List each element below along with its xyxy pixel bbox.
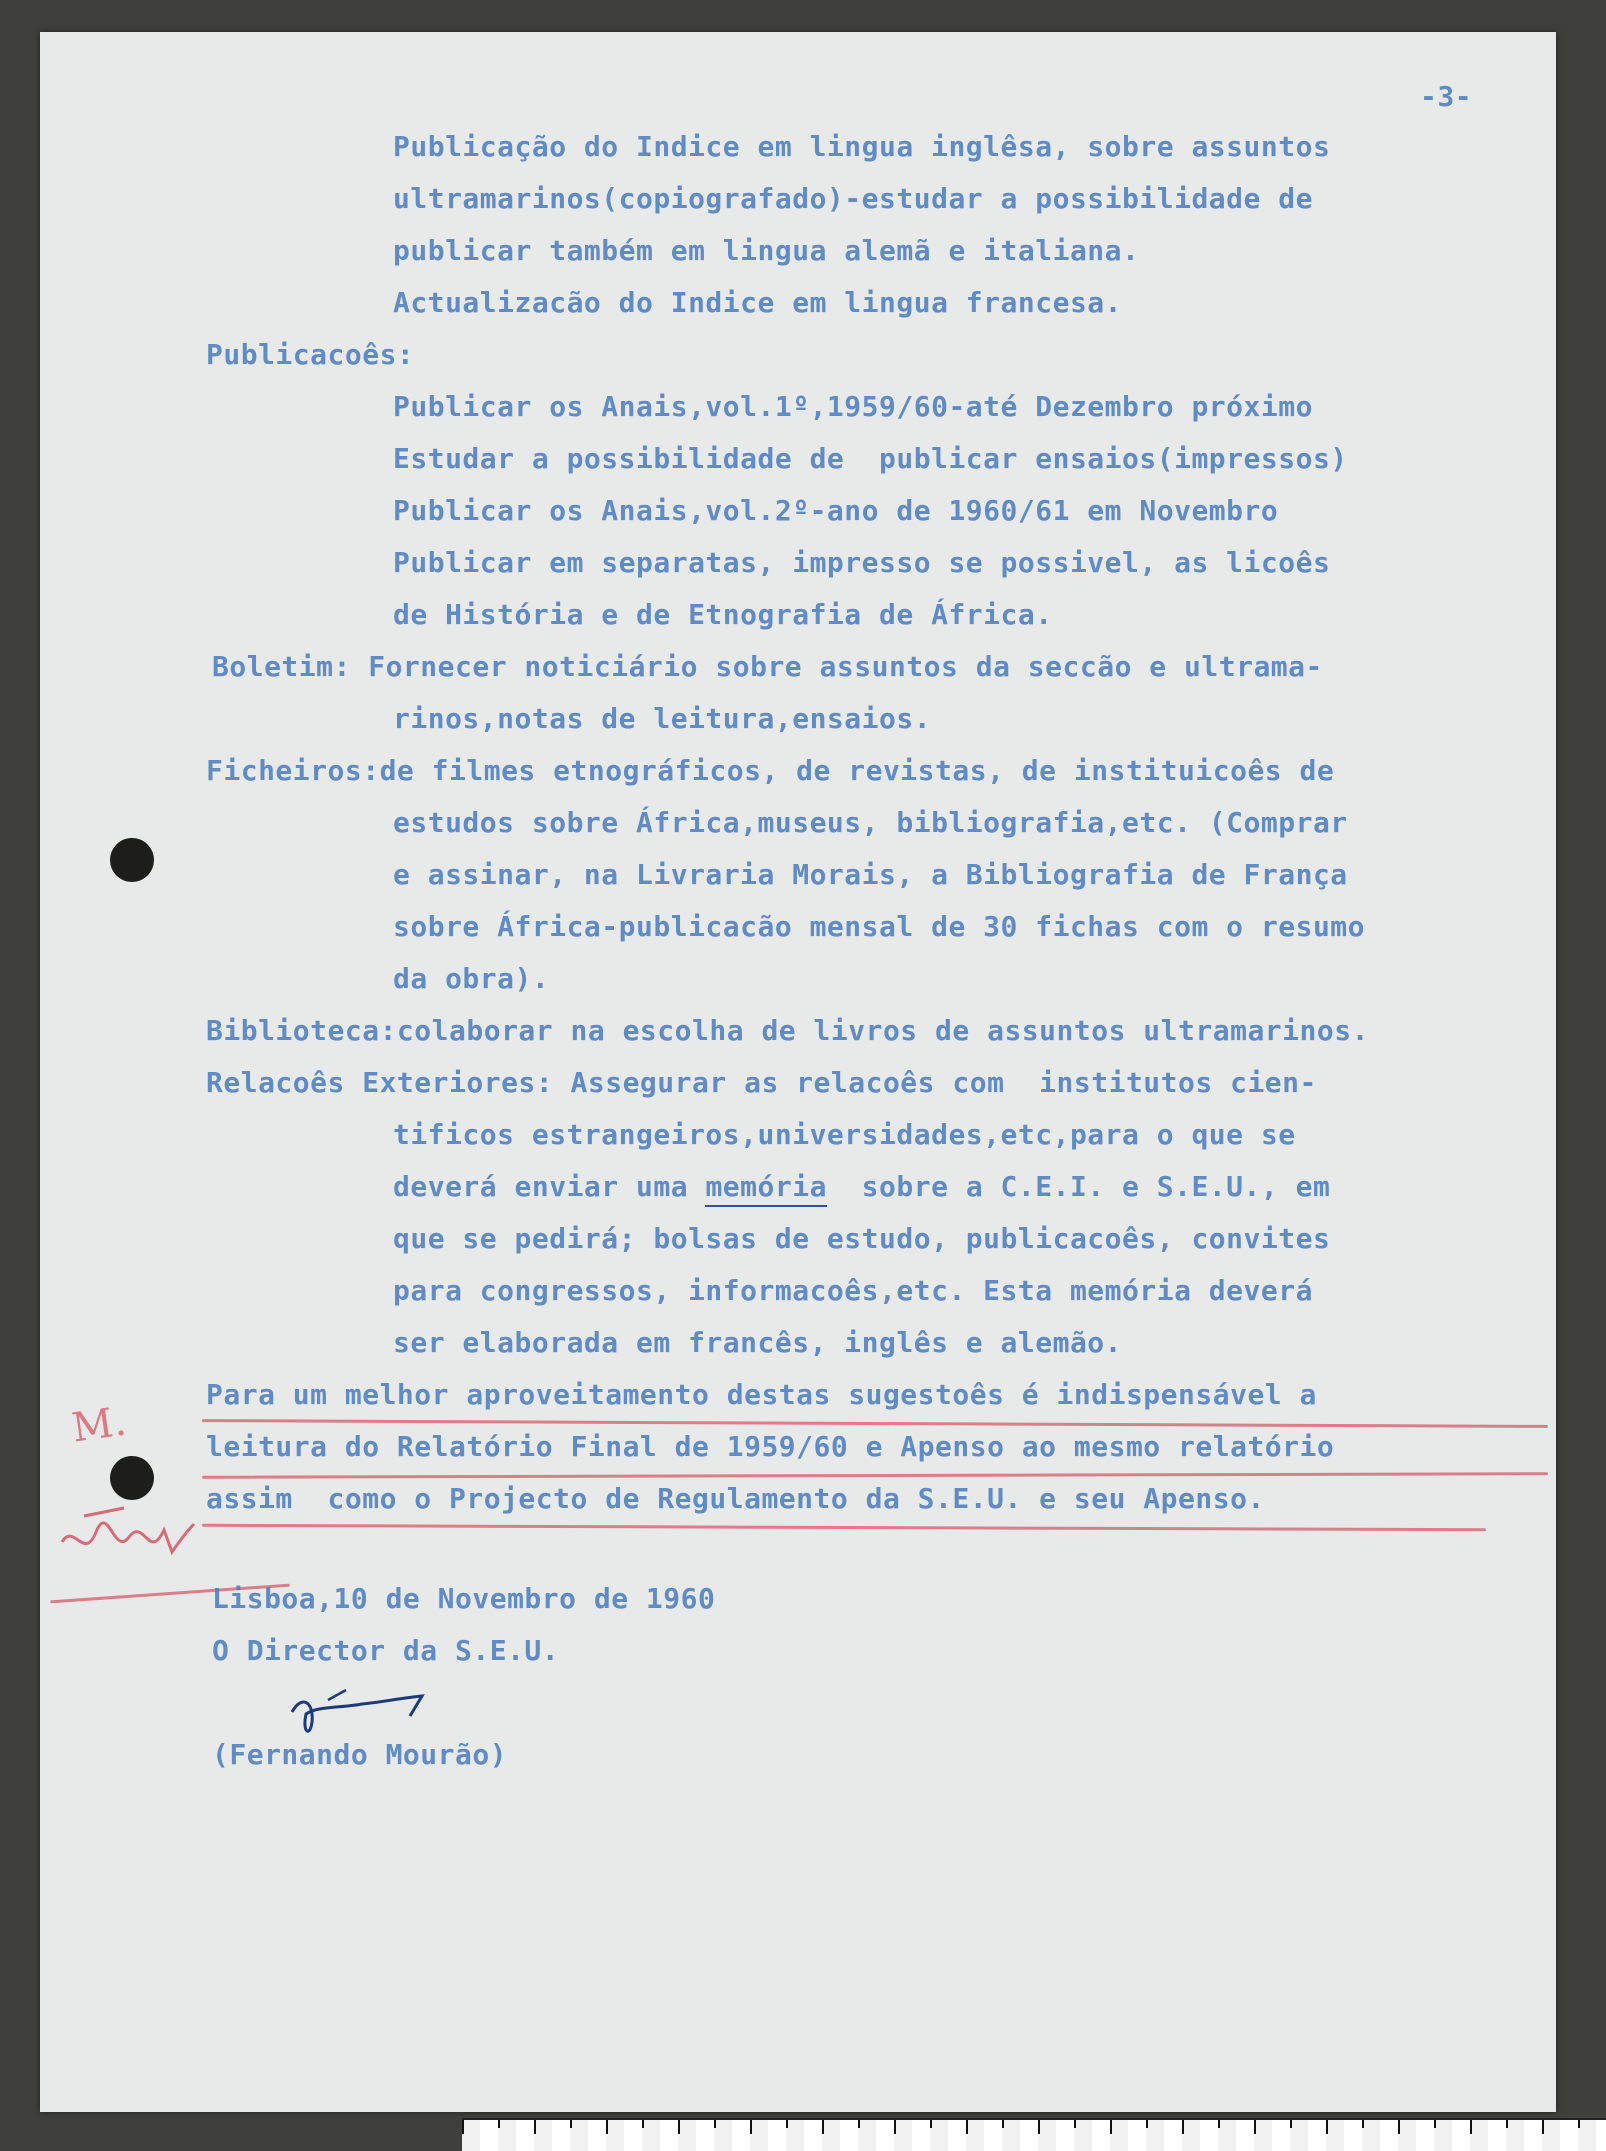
text-line: Publicar em separatas, impresso se possivel, as licoês <box>393 546 1331 579</box>
document-page <box>40 32 1556 2112</box>
text-line: sobre África-publicacão mensal de 30 fichas com o resumo <box>393 910 1366 943</box>
text-line: assim como o Projecto de Regulamento da S.E.U. e seu Apenso. <box>206 1482 1265 1515</box>
section-heading: Publicacoês: <box>206 338 415 371</box>
text-line: que se pedirá; bolsas de estudo, publicacoês, convites <box>393 1222 1331 1255</box>
handwritten-initials-icon <box>54 1502 204 1582</box>
text-line: da obra). <box>393 962 550 995</box>
text-line: Ficheiros:de filmes etnográficos, de revistas, de instituicoês de <box>206 754 1335 787</box>
text-line: Publicar os Anais,vol.2º-ano de 1960/61 em Novembro <box>393 494 1279 527</box>
handwritten-signature-icon <box>272 1672 462 1742</box>
text-line: para congressos, informacoês,etc. Esta memória deverá <box>393 1274 1313 1307</box>
text-line: Publicação do Indice em lingua inglêsa, sobre assuntos <box>393 130 1331 163</box>
text-line: ser elaborada em francês, inglês e alemão. <box>393 1326 1123 1359</box>
text-line: publicar também em lingua alemã e italiana. <box>393 234 1140 267</box>
text-line: Boletim: Fornecer noticiário sobre assuntos da seccão e ultrama- <box>212 650 1323 683</box>
text-line <box>393 1170 1330 1203</box>
text-line: leitura do Relatório Final de 1959/60 e Apenso ao mesmo relatório <box>206 1430 1335 1463</box>
punch-hole-icon <box>110 1456 154 1500</box>
text-fragment: deverá enviar uma <box>393 1170 706 1203</box>
date-line: Lisboa,10 de Novembro de 1960 <box>212 1582 716 1615</box>
signatory-title: O Director da S.E.U. <box>212 1634 560 1667</box>
text-line: Publicar os Anais,vol.1º,1959/60-até Dezembro próximo <box>393 390 1313 423</box>
text-line: Biblioteca:colaborar na escolha de livros de assuntos ultramarinos. <box>206 1014 1369 1047</box>
red-underline <box>202 1524 1486 1531</box>
text-line: tificos estrangeiros,universidades,etc,para o que se <box>393 1118 1296 1151</box>
underlined-word: memória <box>705 1170 827 1207</box>
text-line: Estudar a possibilidade de publicar ensaios(impressos) <box>393 442 1348 475</box>
text-line: de História e de Etnografia de África. <box>393 598 1053 631</box>
punch-hole-icon <box>110 838 154 882</box>
margin-note: M. <box>69 1398 130 1452</box>
red-underline <box>202 1472 1548 1479</box>
text-line: Para um melhor aproveitamento destas sugestoês é indispensável a <box>206 1378 1317 1411</box>
text-line: estudos sobre África,museus, bibliografia,etc. (Comprar <box>393 806 1348 839</box>
text-line: e assinar, na Livraria Morais, a Bibliografia de França <box>393 858 1348 891</box>
text-line: rinos,notas de leitura,ensaios. <box>393 702 932 735</box>
page-number: -3- <box>1420 80 1473 113</box>
signatory-name: (Fernando Mourão) <box>212 1738 508 1771</box>
text-line: Actualizacão do Indice em lingua francesa. <box>393 286 1123 319</box>
scale-ruler-icon <box>462 2118 1606 2151</box>
text-line: Relacoês Exteriores: Assegurar as relacoês com institutos cien- <box>206 1066 1317 1099</box>
text-line: ultramarinos(copiografado)-estudar a possibilidade de <box>393 182 1313 215</box>
text-fragment: sobre a C.E.I. e S.E.U., em <box>826 1170 1331 1203</box>
red-underline <box>202 1419 1548 1428</box>
